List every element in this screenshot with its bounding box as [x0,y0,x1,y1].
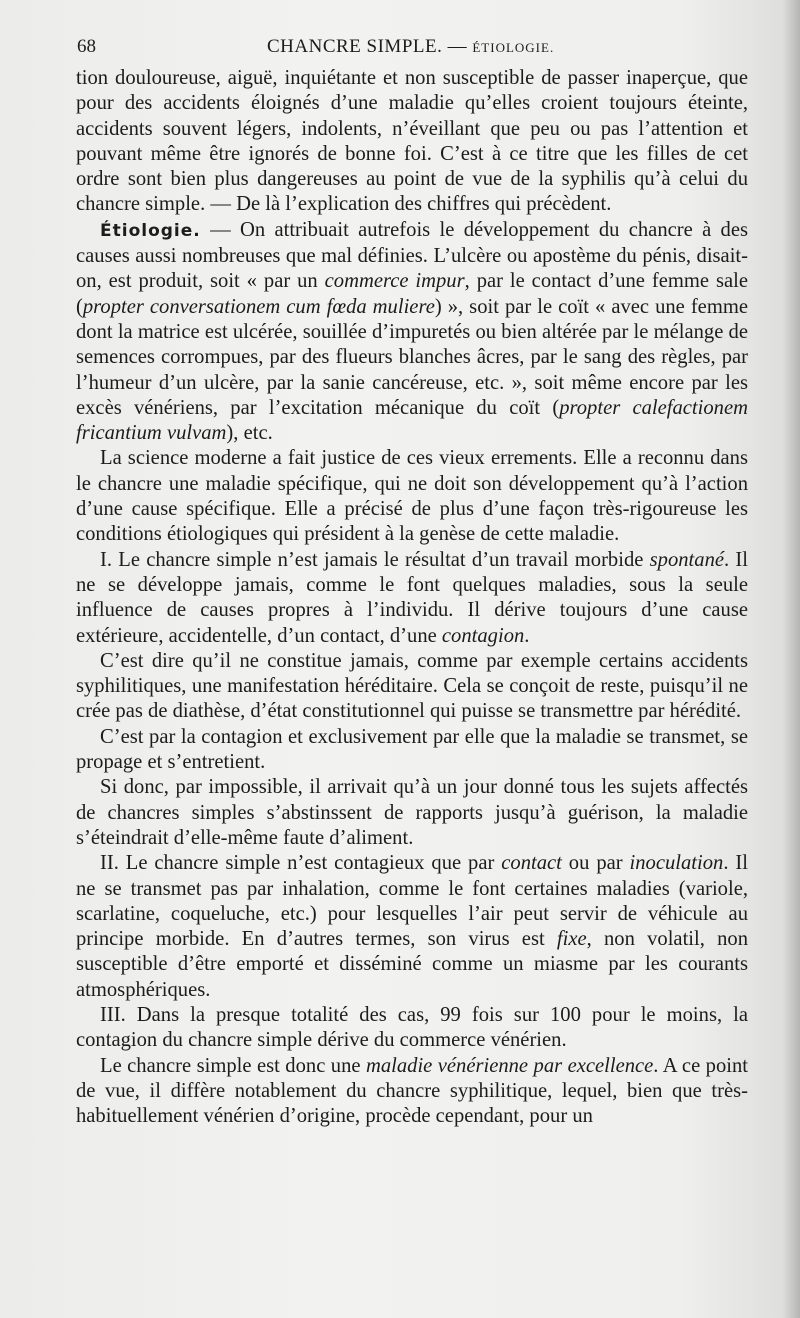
page-number: 68 [77,36,96,57]
running-head-dash: — [447,36,468,57]
page-header [77,36,747,66]
running-head-title: CHANCRE SIMPLE. [267,36,443,57]
paragraph-point-2: II. Le chancre simple n’est contagieux que par contact ou par inoculation. Il ne se transmet pas par inhalation, comme le font certaines maladies (variole, scarlatine, coqueluche, etc.) pour lesquelles l’air peut servir de véhicule au principe morbide. En d’autres termes, son virus est fixe, non volatil, non susceptible d’être emporté et disséminé comme un miasme par les courants atmosphériques. [76,852,748,1001]
paragraph-6: C’est par la contagion et exclusivement par elle que la maladie se transmet, se propage et s’entretient. [76,725,748,774]
page-edge-shadow [782,0,800,1318]
paragraph-5: C’est dire qu’il ne constitue jamais, comme par exemple certains accidents syphilitiques, une manifestation héréditaire. Cela se conçoit de reste, puisqu’il ne crée pas de diathèse, d’état constitutionnel qui puisse se transmettre par hérédité. [76,649,748,723]
section-heading: Étiologie. [100,220,201,241]
paragraph-10: Le chancre simple est donc une maladie vénérienne par excellence. A ce point de vue, il diffère notablement du chancre syphilitique, lequel, bien que très-habituellement vénérien d’origine, procède cependant, pour un [76,1054,748,1128]
paragraph-1: tion douloureuse, aiguë, inquiétante et non susceptible de passer inaperçue, que pour des accidents éloignés d’une maladie qu’elles croient toujours éteinte, accidents souvent légers, indolents, n’éveillant que peu ou pas l’attention et pouvant même être ignorés de bonne foi. C’est à ce titre que les filles de cet ordre sont bien plus dangereuses au point de vue de la syphilis qu’à celui du chancre simple. — De là l’explication des chiffres qui précèdent. [76,67,748,216]
page-body [76,66,748,1129]
paragraph-etiologie: Étiologie. — On attribuait autrefois le développement du chancre à des causes aussi nombreuses que mal définies. L’ulcère ou apostème du pénis, disait-on, est produit, soit « par un commerce impur, par le contact d’une femme sale (propter conversationem cum fœda muliere) », soit par le coït « avec une femme dont la matrice est ulcérée, souillée d’impuretés ou bien altérée par le mélange de semences corrompues, par des flueurs blanches âcres, par le sang des règles, par l’humeur d’un ulcère, par la sanie cancéreuse, etc. », soit même encore par les excès vénériens, par l’excitation mécanique du coït (propter calefactionem fricantium vulvam), etc. [76,218,748,445]
paragraph-point-3: III. Dans la presque totalité des cas, 99 fois sur 100 pour le moins, la contagion du chancre simple dérive du commerce vénérien. [76,1003,748,1052]
running-head-section: ÉTIOLOGIE. [472,40,555,55]
running-head [267,36,554,58]
paragraph-point-1: I. Le chancre simple n’est jamais le résultat d’un travail morbide spontané. Il ne se développe jamais, comme le font quelques maladies, sous la seule influence de causes propres à l’individu. Il dérive toujours d’une cause extérieure, accidentelle, d’un contact, d’une contagion. [76,548,748,647]
paragraph-3: La science moderne a fait justice de ces vieux errements. Elle a reconnu dans le chancre une maladie spécifique, qui ne doit son développement qu’à l’action d’une cause spécifique. Elle a précisé de plus d’une façon très-rigoureuse les conditions étiologiques qui président à la genèse de cette maladie. [76,447,748,546]
paragraph-7: Si donc, par impossible, il arrivait qu’à un jour donné tous les sujets affectés de chancres simples s’abstinssent de rapports jusqu’à guérison, la maladie s’éteindrait d’elle-même faute d’aliment. [76,776,748,849]
